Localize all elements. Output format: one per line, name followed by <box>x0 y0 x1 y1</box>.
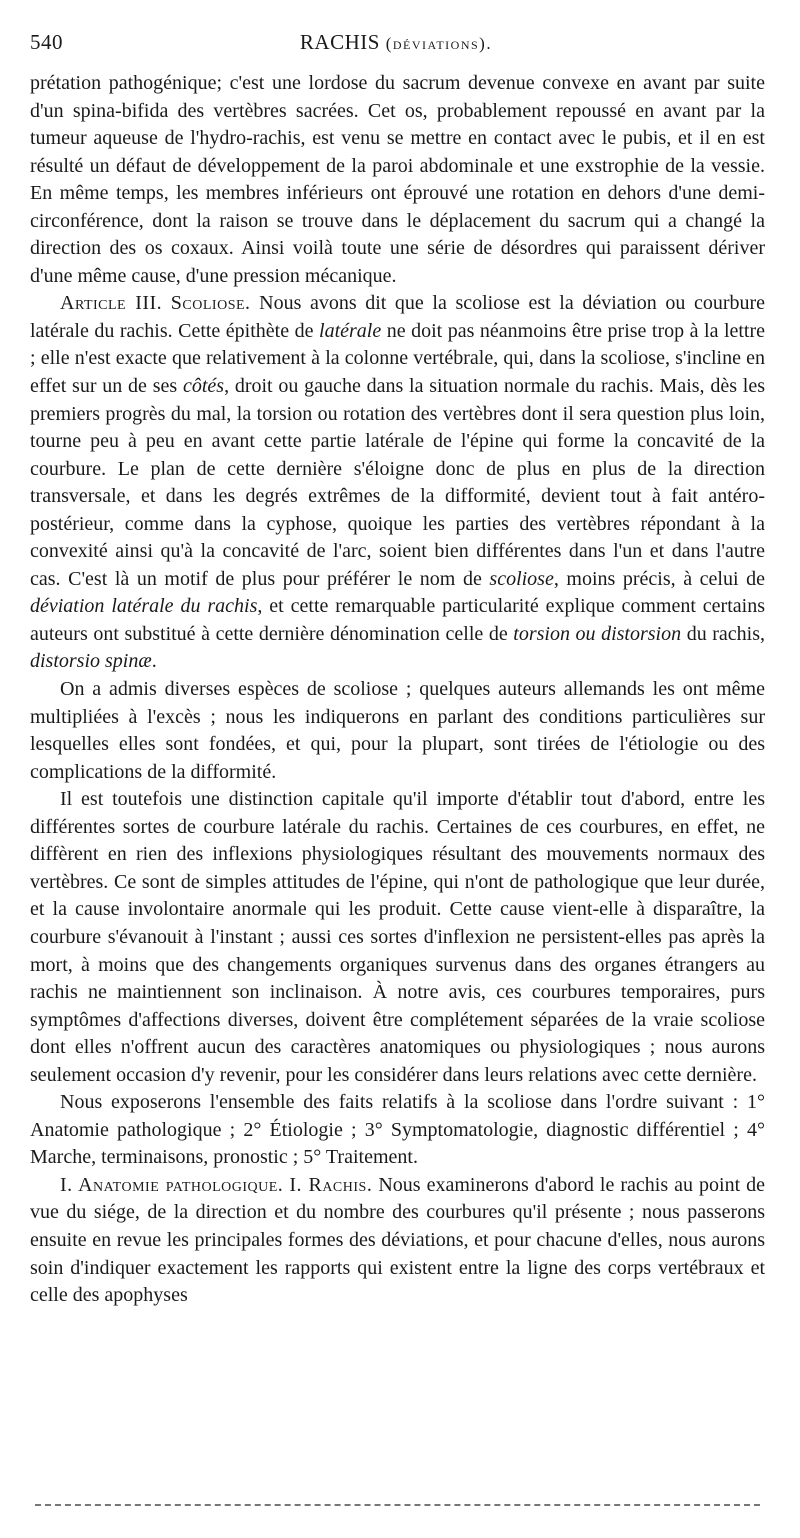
text-run: , et cette remarquable particularité explique comment certains auteurs ont substitué à cette dernière dénomination celle de <box>30 595 765 645</box>
paragraph-outline: Nous exposerons l'ensemble des faits relatifs à la scoliose dans l'ordre suivant : 1° Anatomie pathologique ; 2° Étiologie ; 3° Symptomatologie, diagnostic différentiel ; 4° Marche, terminaisons, pronostic ; 5° Traitement. <box>30 1091 765 1169</box>
page-body <box>30 70 765 1310</box>
text-run: du rachis, <box>686 622 766 645</box>
text-run: . <box>151 650 157 673</box>
subsection-heading: I. Rachis. <box>289 1173 373 1196</box>
running-title-main: RACHIS <box>299 30 380 54</box>
article-heading: Article III. <box>60 292 163 315</box>
text-run: , droit ou gauche dans la situation normale du rachis. Mais, dès les premiers progrès du mal, la torsion ou rotation des vertèbres dont il sera question plus loin, tourne peu à peu en avant cette partie latérale de l'épine qui forme la concavité de la courbure. Le plan de cette dernière s'éloigne donc de plus en plus de la direction transversale, et dans les degrés extrêmes de la difformité, devient tout à fait antéro-postérieur, comme dans la cyphose, quoique les parties des vertèbres répondant à la convexité ainsi qu'à la concavité de l'arc, soient bien différentes dans l'un et dans l'autre cas. C'est là un motif de plus pour préférer le nom de <box>30 375 766 590</box>
section-heading: I. Anatomie pathologique. <box>60 1173 284 1196</box>
text-run: ne doit pas néanmoins être prise trop à la lettre ; elle n'est exacte que relativement à la colonne vertébrale, qui, dans la scoliose, s'incline en effet sur un de ses <box>30 319 766 398</box>
italic-term: déviation latérale du rachis <box>30 595 258 618</box>
italic-term: scoliose <box>489 567 554 590</box>
running-title-sub: (déviations). <box>385 34 493 53</box>
page-header <box>30 30 762 60</box>
text-run: Nous avons dit que la scoliose est la déviation ou courbure latérale du rachis. Cette épithète de <box>30 292 766 342</box>
paragraph-anatomy <box>30 1172 765 1310</box>
running-title <box>30 30 762 55</box>
paragraph-article-intro <box>30 290 765 676</box>
italic-term: distorsio spinæ <box>30 650 152 673</box>
page-number: 540 <box>30 30 63 54</box>
text-run: , moins précis, à celui de <box>553 567 765 590</box>
italic-term: torsion ou distorsion <box>513 622 682 645</box>
paragraph-distinction: Il est toutefois une distinction capitale qu'il importe d'établir tout d'abord, entre les différentes sortes de courbure latérale du rachis. Certaines de ces courbures, en effet, ne diffèrent en rien des inflexions physiologiques résultant des mouvements normaux des vertèbres. Ce sont de simples attitudes de l'épine, qui n'ont de pathologique que leur durée, et la cause involontaire anormale qui les produit. Cette cause vient-elle à disparaître, la courbure s'évanouit à l'instant ; aussi ces sortes d'inflexion ne persistent-elles pas après la mort, à moins que des changements organiques survenus dans des organes étrangers au rachis ne maintiennent son inclinaison. À notre avis, ces courbures temporaires, purs symptômes d'affections diverses, doivent être complétement séparées de la vraie scoliose dont elles n'offrent aucun des caractères anatomiques ou physiologiques ; nous aurons seulement occasion d'y revenir, pour les considérer dans leurs relations avec cette dernière. <box>30 788 765 1086</box>
paragraph-species: On a admis diverses espèces de scoliose ; quelques auteurs allemands les ont même multipliées à l'excès ; nous les indiquerons en parlant des conditions particulières sur lesquelles elles sont fondées, et qui, pour la plupart, sont tirées de l'étiologie ou des complications de la difformité. <box>30 678 765 783</box>
text-run: Nous examinerons d'abord le rachis au point de vue du siége, de la direction et du nombre des courbures qu'il présente ; nous passerons ensuite en revue les principales formes des déviations, et pour chacune d'elles, nous aurons soin d'indiquer exactement les rapports qui existent entre la ligne des corps vertébraux et celle des apophyses <box>30 1173 766 1307</box>
footer-dashed-rule <box>35 1504 760 1506</box>
italic-term: côtés <box>182 375 225 398</box>
italic-term: latérale <box>319 319 382 342</box>
topic-heading: Scoliose. <box>170 292 251 315</box>
paragraph-continuation: prétation pathogénique; c'est une lordose du sacrum devenue convexe en avant par suite d'un spina-bifida des vertèbres sacrées. Cet os, probablement repoussé en avant par la tumeur aqueuse de l'hydro-rachis, est venu se mettre en contact avec le pubis, et il en est résulté un défaut de développement de la paroi abdominale et une exstrophie de la vessie. En même temps, les membres inférieurs ont éprouvé une rotation en dehors d'une demi-circonférence, dont la raison se trouve dans le déplacement du sacrum qui a changé la direction des os coxaux. Ainsi voilà toute une série de désordres qui paraissent dériver d'une même cause, d'une pression mécanique. <box>30 72 765 287</box>
